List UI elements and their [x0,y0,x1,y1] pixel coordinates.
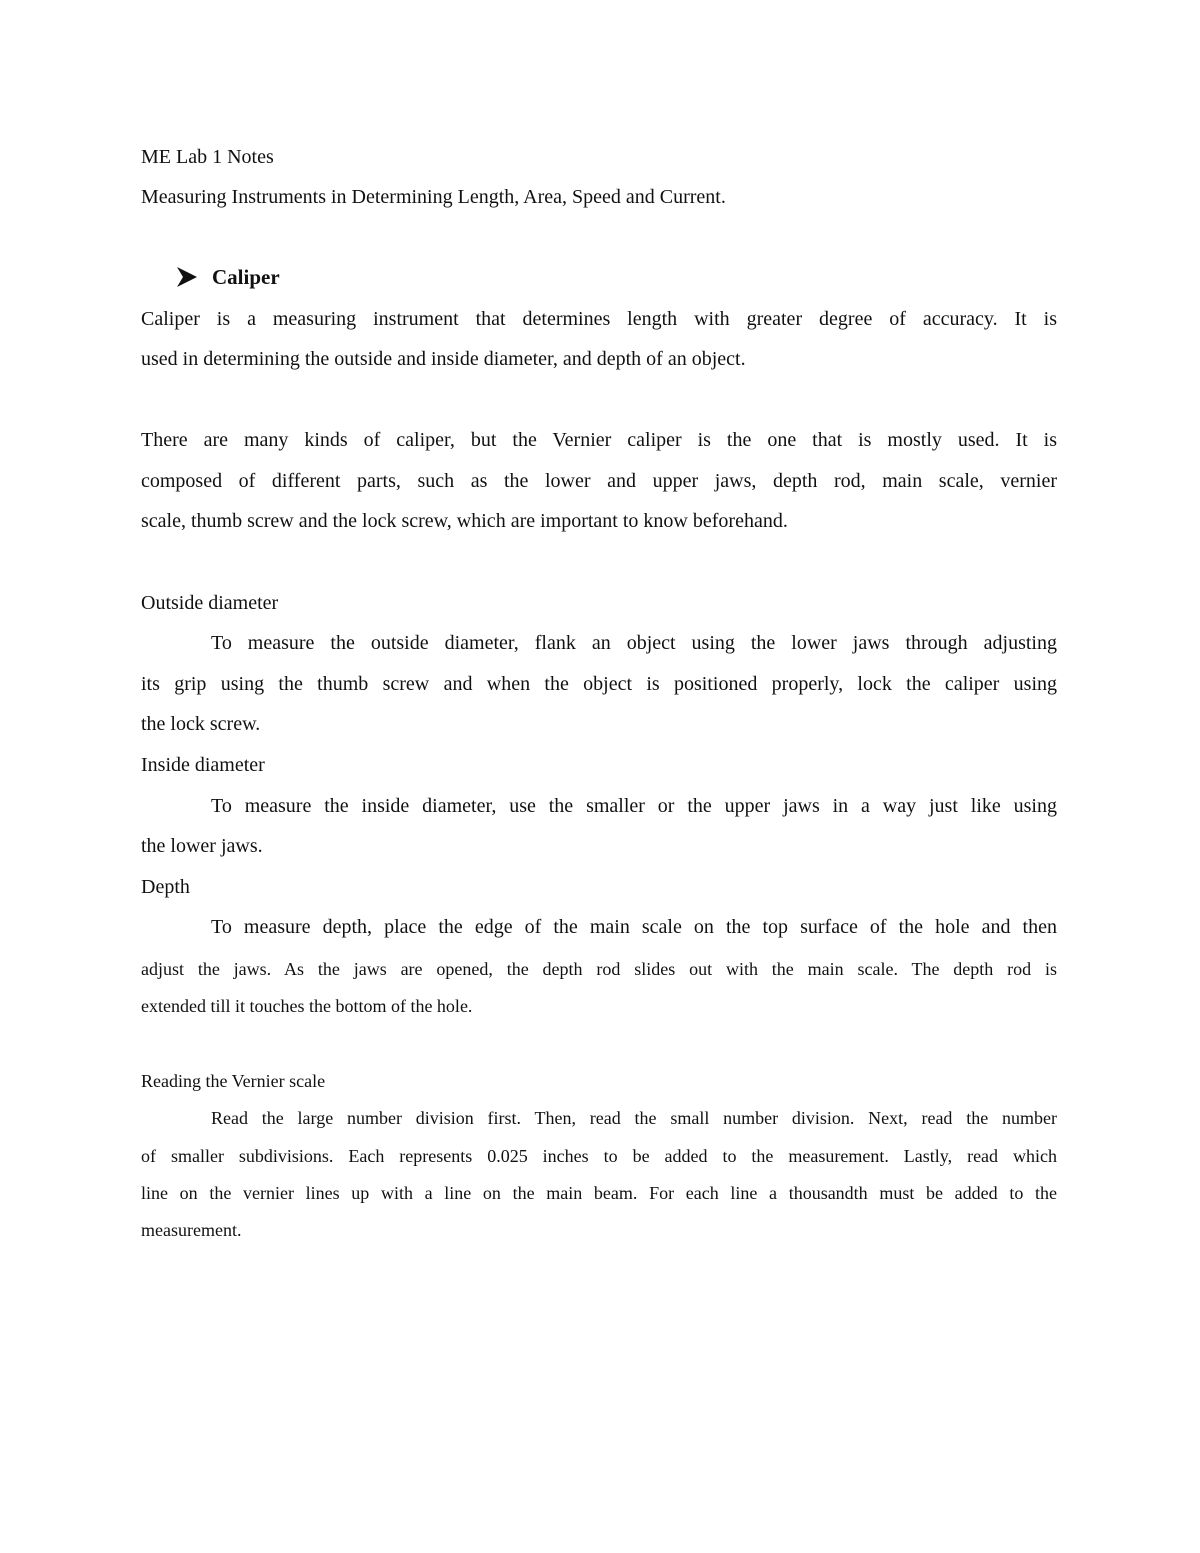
paragraph-line: Read the large number division first. Then, read the small number division. Next, read the number [211,1108,1057,1128]
subheading-outside-diameter: Outside diameter [141,592,279,614]
paragraph-line: its grip using the thumb screw and when the object is positioned properly, lock the caliper using [141,673,1057,695]
paragraph-line: To measure depth, place the edge of the main scale on the top surface of the hole and then [211,916,1057,938]
paragraph-line: There are many kinds of caliper, but the Vernier caliper is the one that is mostly used. It is [141,429,1057,451]
paragraph-line: the lower jaws. [141,835,263,857]
paragraph-line: extended till it touches the bottom of the hole. [141,996,473,1016]
paragraph-line: of smaller subdivisions. Each represents 0.025 inches to be added to the measurement. Lastly, read which [141,1146,1057,1166]
doc-title: ME Lab 1 Notes [141,146,274,168]
paragraph-line: scale, thumb screw and the lock screw, which are important to know beforehand. [141,510,788,532]
subheading-reading-vernier: Reading the Vernier scale [141,1071,326,1091]
paragraph-line: To measure the inside diameter, use the smaller or the upper jaws in a way just like using [211,795,1057,817]
subheading-inside-diameter: Inside diameter [141,754,265,776]
section-heading-caliper: Caliper [212,265,280,289]
paragraph-line: Caliper is a measuring instrument that determines length with greater degree of accuracy. It is [141,308,1057,330]
doc-subtitle: Measuring Instruments in Determining Length, Area, Speed and Current. [141,186,726,208]
paragraph-line: line on the vernier lines up with a line on the main beam. For each line a thousandth must be added to the [141,1183,1057,1203]
paragraph-line: measurement. [141,1220,242,1240]
subheading-depth: Depth [141,876,190,898]
arrowhead-bullet-icon [176,266,198,288]
paragraph-line: To measure the outside diameter, flank an object using the lower jaws through adjusting [211,632,1057,654]
paragraph-line: adjust the jaws. As the jaws are opened, the depth rod slides out with the main scale. The depth rod is [141,959,1057,979]
paragraph-line: composed of different parts, such as the lower and upper jaws, depth rod, main scale, vernier [141,470,1057,492]
paragraph-line: the lock screw. [141,713,261,735]
paragraph-line: used in determining the outside and inside diameter, and depth of an object. [141,348,746,370]
